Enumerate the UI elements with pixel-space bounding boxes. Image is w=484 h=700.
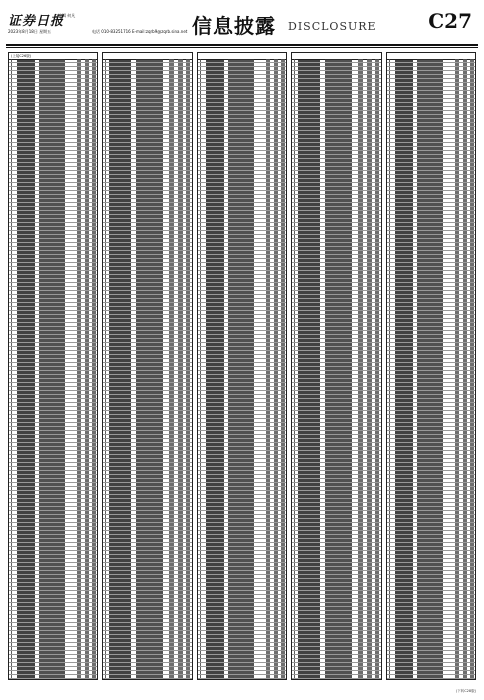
page-number: C27 — [428, 9, 472, 33]
section-title-en: DISCLOSURE — [288, 20, 377, 33]
masthead — [6, 6, 478, 44]
column-header: (上接C26版) — [9, 53, 97, 60]
table-column-3 — [197, 52, 287, 680]
section-title: 信息披露 — [192, 14, 276, 38]
table-column-4 — [291, 52, 381, 680]
dateline: 2023年8月18日 星期五 — [8, 29, 52, 34]
header-rule — [6, 44, 478, 46]
table-column-2 — [102, 52, 192, 680]
table-rows — [387, 59, 475, 679]
disclosure-table-grid — [8, 52, 476, 680]
newspaper-logo: 证券日报 — [8, 14, 65, 29]
table-column-1 — [8, 52, 98, 680]
table-rows — [103, 59, 191, 679]
header-rule-thin — [6, 47, 478, 48]
table-rows — [198, 59, 286, 679]
contact-line: 电话 010-83251716 E-mail:zqrb9@zqrb.sina.net — [92, 29, 188, 34]
table-column-5 — [386, 52, 476, 680]
continued-note: (下转C28版) — [455, 689, 476, 693]
table-rows — [292, 59, 380, 679]
table-rows — [9, 59, 97, 679]
edition-line: 编辑 何凡 — [58, 13, 76, 18]
